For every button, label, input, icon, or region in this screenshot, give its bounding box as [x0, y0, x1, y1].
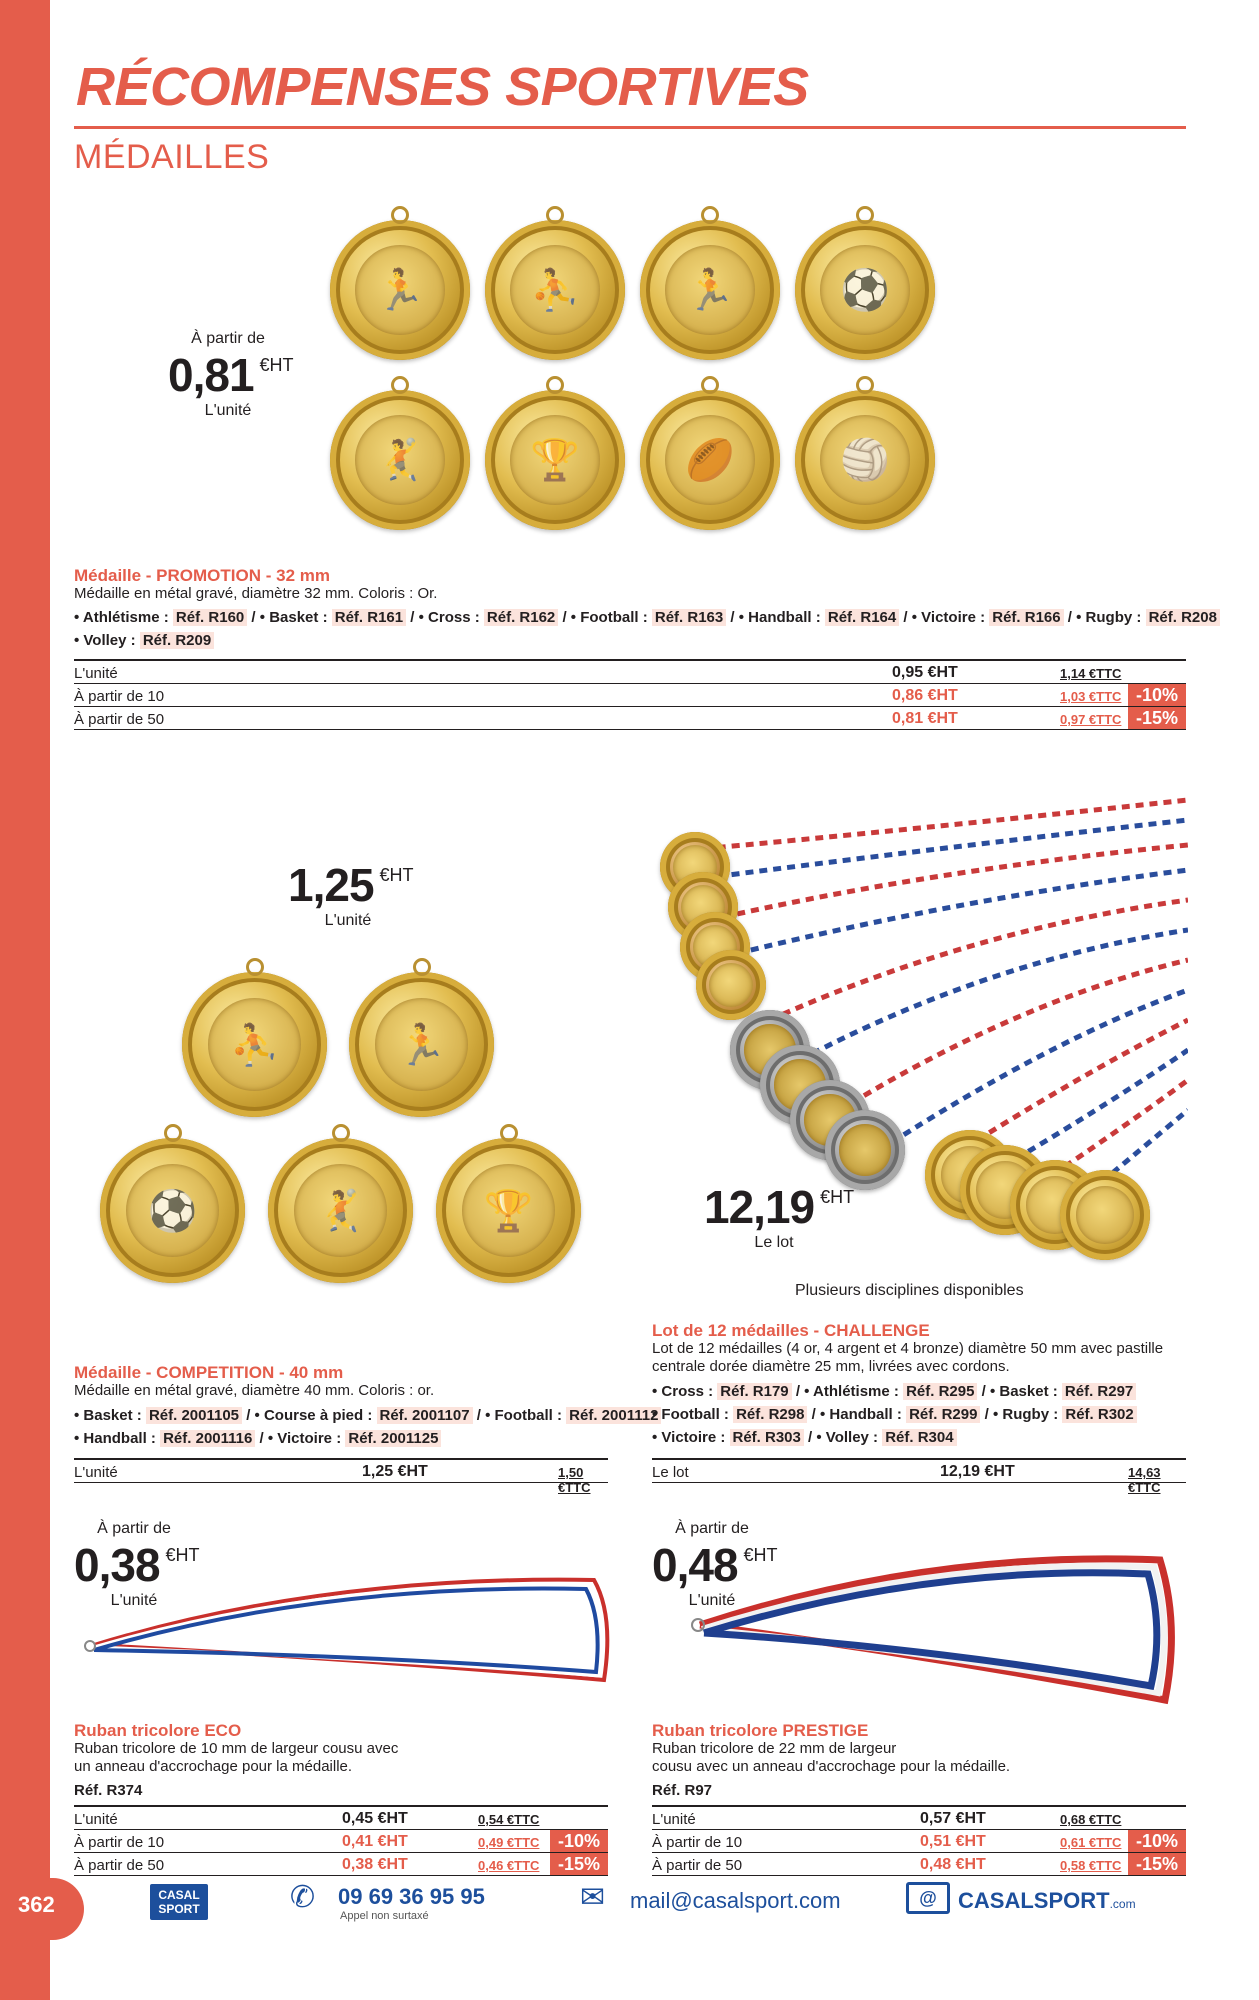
table-row: L'unité 0,45 €HT 0,54 €TTC — [74, 1807, 608, 1830]
price-per-lot: Le lot — [754, 1234, 794, 1251]
website-link[interactable]: CASALSPORT.com — [958, 1888, 1136, 1913]
ribbon-prestige-image — [680, 1545, 1180, 1715]
discount-badge: -15% — [550, 1853, 608, 1875]
ref-code: Réf. 2001112 — [566, 1407, 661, 1424]
phone-number[interactable]: 09 69 36 95 95 — [338, 1884, 485, 1909]
challenge-price-table — [652, 1458, 1186, 1495]
ref-code: Réf. R304 — [882, 1429, 956, 1446]
medal-gold — [1060, 1170, 1150, 1260]
phone-icon: ✆ — [290, 1881, 316, 1914]
challenge-caption: Plusieurs disciplines disponibles — [795, 1282, 1024, 1299]
promotion-medals-image — [320, 210, 940, 540]
phone-note: Appel non surtaxé — [340, 1910, 429, 1922]
ref-code: Réf. 2001105 — [146, 1407, 242, 1424]
medal-silver — [825, 1110, 905, 1190]
ref-code: Réf. 2001116 — [160, 1430, 255, 1447]
challenge-refs-line1: • Cross : Réf. R179 / • Athlétisme : Réf. R295 / • Basket : Réf. R297 — [652, 1381, 1136, 1403]
ref-code: Réf. 2001125 — [345, 1430, 441, 1447]
ribbon-eco-description-line1: Ruban tricolore de 10 mm de largeur cousu avec — [74, 1740, 399, 1757]
price-unit: €HT — [259, 355, 294, 375]
page-title: RÉCOMPENSES SPORTIVES — [76, 57, 809, 117]
competition-refs-line1: • Basket : Réf. 2001105 / • Course à pied : Réf. 2001107 / • Football : Réf. 2001112 — [74, 1405, 661, 1427]
discount-badge: -15% — [1128, 707, 1186, 729]
medal-volley: 🏐 — [795, 390, 935, 530]
promotion-title: Médaille - PROMOTION - 32 mm — [74, 566, 330, 585]
medal-athletisme: 🏃 — [330, 220, 470, 360]
table-row: Le lot 12,19 €HT 14,63 €TTC — [652, 1460, 1186, 1483]
challenge-description-line2: centrale dorée diamètre 25 mm, livrées avec cordons. — [652, 1358, 1010, 1375]
competition-price-table — [74, 1458, 608, 1495]
medal-rugby: 🏉 — [640, 390, 780, 530]
mail-icon: ✉ — [580, 1881, 606, 1914]
laptop-icon: @ — [906, 1882, 950, 1914]
promotion-price-table — [74, 659, 1186, 730]
medal-handball: 🤾 — [268, 1138, 413, 1283]
ref-code: Réf. 2001107 — [377, 1407, 473, 1424]
price-per-unit: L'unité — [688, 1592, 736, 1609]
ref-code: Réf. R163 — [652, 609, 726, 626]
challenge-refs-line2: • Football : Réf. R298 / • Handball : Réf. R299 / • Rugby : Réf. R302 — [652, 1404, 1137, 1426]
ribbon-prestige-description-line2: cousu avec un anneau d'accrochage pour la médaille. — [652, 1758, 1011, 1775]
ref-code: Réf. R162 — [484, 609, 558, 626]
ref-code: Réf. R303 — [730, 1429, 804, 1446]
promotion-refs-line1: • Athlétisme : Réf. R160 / • Basket : Réf. R161 / • Cross : Réf. R162 / • Football : Réf. R163 / • Handball : Réf. R164 / • Victoire : Réf. R166 / • Rugby : Réf. R208 — [74, 607, 1220, 629]
discount-badge: -15% — [1128, 1853, 1186, 1875]
table-row: L'unité 0,57 €HT 0,68 €TTC — [652, 1807, 1186, 1830]
ref-code: Réf. R209 — [140, 632, 214, 649]
ref-code: Réf. R297 — [1062, 1383, 1136, 1400]
price-unit: €HT — [165, 1545, 200, 1565]
ref-code: Réf. R161 — [332, 609, 406, 626]
ribbon-prestige-title: Ruban tricolore PRESTIGE — [652, 1721, 869, 1740]
promotion-price-block — [168, 330, 294, 420]
medal-football: ⚽ — [100, 1138, 245, 1283]
side-strip — [0, 0, 50, 2000]
medal-football: ⚽ — [795, 220, 935, 360]
medal-cross: 🏃 — [640, 220, 780, 360]
competition-medals-image — [96, 960, 596, 1290]
title-divider — [74, 126, 1186, 129]
ref-code: Réf. R298 — [733, 1406, 807, 1423]
challenge-refs-line3: • Victoire : Réf. R303 / • Volley : Réf. R304 — [652, 1427, 957, 1449]
medal-handball: 🤾 — [330, 390, 470, 530]
ribbon-eco-title: Ruban tricolore ECO — [74, 1721, 242, 1740]
ribbon-eco-description-line2: un anneau d'accrochage pour la médaille. — [74, 1758, 353, 1775]
ribbon-prestige-price-table — [652, 1805, 1186, 1876]
challenge-price-block — [704, 1180, 855, 1252]
discount-badge: -10% — [1128, 684, 1186, 706]
price-unit: €HT — [379, 865, 414, 885]
medal-course: 🏃 — [349, 972, 494, 1117]
ribbon-prestige-ref: Réf. R97 — [652, 1782, 713, 1799]
table-row: L'unité 0,95 €HT 1,14 €TTC — [74, 661, 1186, 684]
ref-code: Réf. R164 — [825, 609, 899, 626]
discount-badge: -10% — [1128, 1830, 1186, 1852]
price-per-unit: L'unité — [110, 1592, 158, 1609]
page-number: 362 — [18, 1892, 55, 1917]
ref-code: Réf. R295 — [903, 1383, 977, 1400]
medal-basket: ⛹ — [485, 220, 625, 360]
table-row: L'unité 1,25 €HT 1,50 €TTC — [74, 1460, 608, 1483]
medal-victoire: 🏆 — [485, 390, 625, 530]
ref-code: Réf. R160 — [173, 609, 247, 626]
price-per-unit: L'unité — [204, 402, 252, 419]
ribbon-eco-image — [74, 1555, 614, 1715]
ref-code: Réf. R299 — [906, 1406, 980, 1423]
medal-victoire: 🏆 — [436, 1138, 581, 1283]
ref-code: Réf. R179 — [717, 1383, 791, 1400]
ribbon-eco-ref: Réf. R374 — [74, 1782, 143, 1799]
competition-price: 1,25 — [288, 859, 374, 911]
ref-code: Réf. R302 — [1062, 1406, 1136, 1423]
table-row: À partir de 50 0,48 €HT 0,58 €TTC -15% — [652, 1853, 1186, 1876]
ribbon-prestige-description-line1: Ruban tricolore de 22 mm de largeur — [652, 1740, 897, 1757]
price-unit: €HT — [820, 1187, 855, 1207]
challenge-description-line1: Lot de 12 médailles (4 or, 4 argent et 4 bronze) diamètre 50 mm avec pastille — [652, 1340, 1164, 1357]
challenge-title: Lot de 12 médailles - CHALLENGE — [652, 1321, 930, 1340]
table-row: À partir de 50 0,38 €HT 0,46 €TTC -15% — [74, 1853, 608, 1876]
ribbon-eco-price: 0,38 — [74, 1539, 160, 1591]
promotion-refs-line2: • Volley : Réf. R209 — [74, 630, 214, 652]
challenge-price: 12,19 — [704, 1181, 815, 1233]
promotion-price: 0,81 — [168, 349, 254, 401]
competition-refs-line2: • Handball : Réf. 2001116 / • Victoire : Réf. 2001125 — [74, 1428, 441, 1450]
promotion-description: Médaille en métal gravé, diamètre 32 mm. Coloris : Or. — [74, 585, 438, 602]
section-title: MÉDAILLES — [74, 138, 270, 176]
price-from-label: À partir de — [675, 1520, 749, 1537]
table-row: À partir de 10 0,51 €HT 0,61 €TTC -10% — [652, 1830, 1186, 1853]
table-row: À partir de 10 0,86 €HT 1,03 €TTC -10% — [74, 684, 1186, 707]
ribbon-eco-price-table — [74, 1805, 608, 1876]
ref-code: Réf. R208 — [1146, 609, 1220, 626]
competition-price-block — [288, 858, 414, 930]
ribbon-prestige-price: 0,48 — [652, 1539, 738, 1591]
price-per-unit: L'unité — [324, 912, 372, 929]
table-row: À partir de 50 0,81 €HT 0,97 €TTC -15% — [74, 707, 1186, 730]
price-unit: €HT — [743, 1545, 778, 1565]
medal-bronze — [696, 950, 766, 1020]
discount-badge: -10% — [550, 1830, 608, 1852]
price-from-label: À partir de — [191, 330, 265, 347]
price-from-label: À partir de — [97, 1520, 171, 1537]
casal-sport-logo[interactable]: CASAL SPORT — [150, 1884, 208, 1920]
competition-title: Médaille - COMPETITION - 40 mm — [74, 1363, 344, 1382]
table-row: À partir de 10 0,41 €HT 0,49 €TTC -10% — [74, 1830, 608, 1853]
medal-basket: ⛹ — [182, 972, 327, 1117]
email-link[interactable]: mail@casalsport.com — [630, 1888, 841, 1913]
ref-code: Réf. R166 — [989, 609, 1063, 626]
competition-description: Médaille en métal gravé, diamètre 40 mm. Coloris : or. — [74, 1382, 435, 1399]
